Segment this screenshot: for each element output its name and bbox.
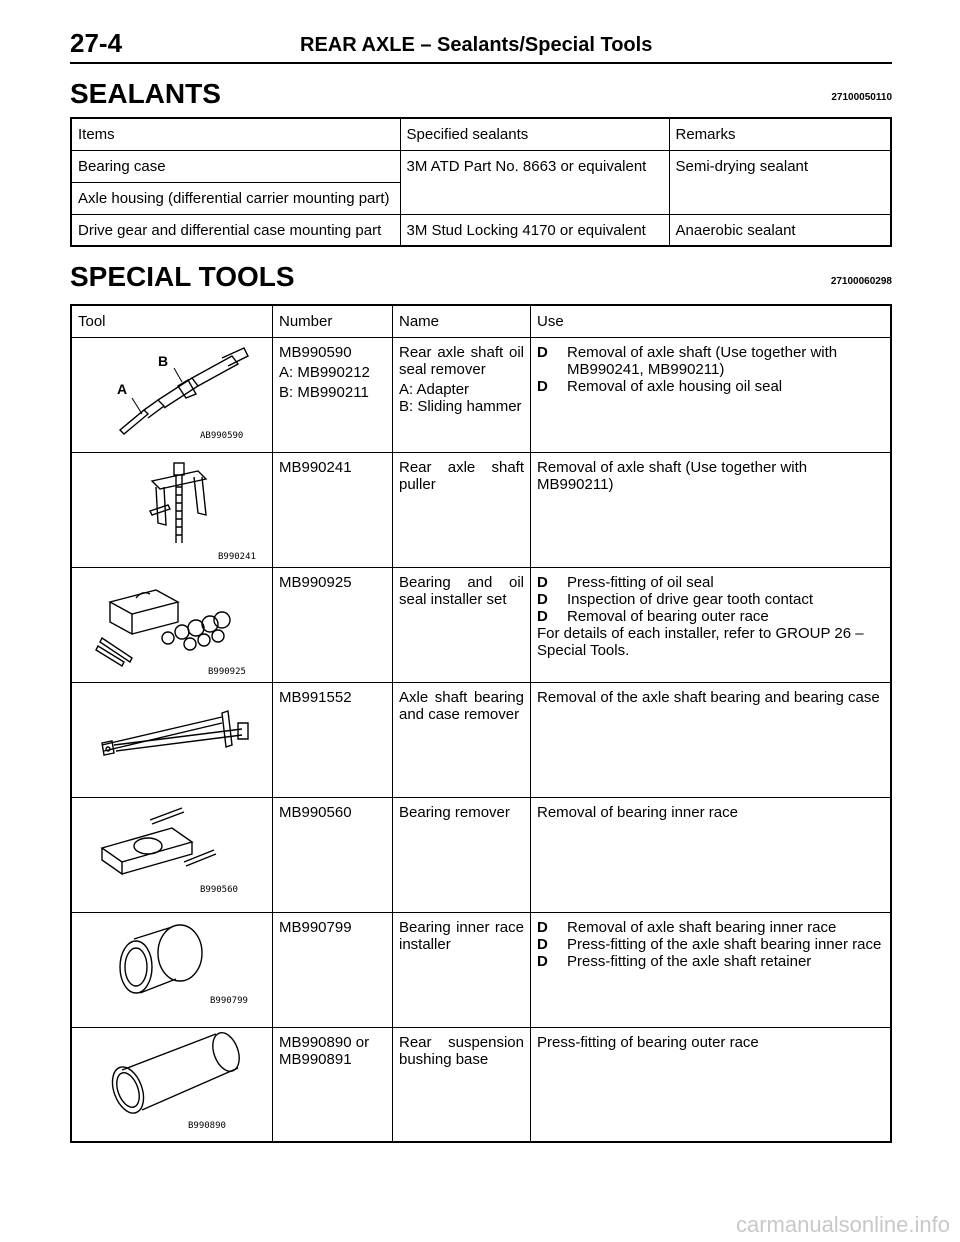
installer-set-illustration — [72, 568, 272, 680]
name-line: Rear axle shaft puller — [399, 458, 524, 493]
table-row — [71, 337, 891, 452]
col-items: Items — [71, 118, 400, 150]
bullet-icon: D — [537, 935, 548, 953]
running-title: REAR AXLE – Sealants/Special Tools — [300, 34, 653, 56]
list-item — [537, 344, 884, 378]
use-text: Removal of axle shaft (Use together with MB990211) — [537, 458, 808, 493]
page-number: 27-4 — [70, 28, 123, 58]
table-row — [71, 150, 891, 182]
cell-remarks: Anaerobic sealant — [669, 214, 891, 246]
cell-sealant: 3M Stud Locking 4170 or equivalent — [400, 214, 669, 246]
use-text: Press-fitting of the axle shaft retainer — [567, 952, 812, 970]
cell-use — [531, 337, 892, 452]
name-line: Bearing remover — [399, 803, 510, 821]
cell-use — [531, 1027, 892, 1142]
use-bullet-list — [537, 919, 884, 970]
bullet-icon: D — [537, 573, 548, 591]
tool-figure-cell — [71, 337, 273, 452]
col-tool: Tool — [71, 305, 273, 337]
tool-figure-cell — [71, 567, 273, 682]
bearing-remover-illustration — [72, 798, 272, 910]
page-header — [70, 28, 892, 64]
bushing-base-illustration — [72, 1028, 272, 1140]
number-line: MB990925 — [279, 573, 352, 591]
cell-remarks: Semi-drying sealant — [669, 150, 891, 214]
cell-name — [393, 567, 531, 682]
cell-item: Drive gear and differential case mounting part — [71, 214, 400, 246]
col-specified-sealants: Specified sealants — [400, 118, 669, 150]
cell-name — [393, 682, 531, 797]
bullet-icon: D — [537, 590, 548, 608]
name-line: Rear axle shaft oil seal remover — [399, 343, 524, 378]
sealants-table — [70, 117, 892, 247]
cell-name — [393, 452, 531, 567]
bullet-icon: D — [537, 607, 548, 625]
sealants-title: SEALANTS — [70, 78, 221, 109]
cell-number — [273, 1027, 393, 1142]
cell-item: Bearing case — [71, 150, 400, 182]
cell-use — [531, 797, 892, 912]
use-note: For details of each installer, refer to GROUP 26 – Special Tools. — [537, 624, 864, 659]
use-text: Press-fitting of oil seal — [567, 573, 714, 591]
tool-figure-cell — [71, 1027, 273, 1142]
use-text: Press-fitting of the axle shaft bearing inner race — [567, 935, 882, 953]
tool-figure-cell — [71, 912, 273, 1027]
sealants-code: 27100050110 — [831, 92, 892, 103]
bullet-icon: D — [537, 343, 548, 361]
table-row — [71, 912, 891, 1027]
name-line: Bearing inner race installer — [399, 918, 524, 953]
special-tools-code: 27100060298 — [830, 276, 892, 287]
inner-race-installer-illustration — [72, 913, 272, 1025]
cell-name — [393, 912, 531, 1027]
cell-number — [273, 567, 393, 682]
special-tools-table — [70, 304, 892, 1143]
list-item — [537, 574, 884, 591]
figure-label: B990890 — [188, 1120, 226, 1131]
cell-name — [393, 1027, 531, 1142]
use-text: Removal of axle shaft (Use together with MB990241, MB990211) — [567, 343, 838, 378]
figure-label: B990241 — [218, 551, 256, 562]
sliding-hammer-illustration — [72, 338, 272, 450]
list-item — [537, 919, 884, 936]
number-line: A: MB990212 — [279, 363, 370, 381]
table-row — [71, 214, 891, 246]
bearing-case-remover-illustration — [72, 683, 272, 795]
name-line: Bearing and oil seal installer set — [399, 573, 524, 608]
figure-label: B990560 — [200, 884, 238, 895]
number-line: MB990241 — [279, 458, 352, 476]
table-row — [71, 1027, 891, 1142]
bullet-icon: D — [537, 918, 548, 936]
number-line: MB990560 — [279, 803, 352, 821]
callout-b: B — [158, 352, 169, 369]
number-line: B: MB990211 — [279, 383, 369, 401]
use-text: Removal of axle housing oil seal — [567, 377, 783, 395]
table-row — [71, 452, 891, 567]
col-remarks: Remarks — [669, 118, 891, 150]
number-line: MB990799 — [279, 918, 352, 936]
tool-figure-cell — [71, 452, 273, 567]
use-text: Removal of axle shaft bearing inner race — [567, 918, 837, 936]
list-item — [537, 953, 884, 970]
tool-figure-cell — [71, 682, 273, 797]
cell-name — [393, 337, 531, 452]
name-line: Axle shaft bearing and case remover — [399, 688, 524, 723]
bullet-icon: D — [537, 377, 548, 395]
cell-number — [273, 912, 393, 1027]
watermark: carmanualsonline.info — [735, 1212, 950, 1237]
name-line: A: Adapter — [399, 380, 470, 398]
list-item — [537, 608, 884, 625]
figure-label: AB990590 — [200, 430, 244, 441]
cell-sealant: 3M ATD Part No. 8663 or equivalent — [400, 150, 669, 214]
number-line: MB990891 — [279, 1050, 352, 1068]
name-line: Rear suspension bushing base — [399, 1033, 524, 1068]
table-header-row — [71, 305, 891, 337]
number-line: MB990890 or — [279, 1033, 370, 1051]
use-bullet-list — [537, 574, 884, 625]
special-tools-title: SPECIAL TOOLS — [70, 261, 295, 292]
table-row — [71, 797, 891, 912]
col-use: Use — [531, 305, 892, 337]
list-item — [537, 936, 884, 953]
list-item — [537, 591, 884, 608]
cell-number — [273, 797, 393, 912]
bullet-icon: D — [537, 952, 548, 970]
use-text: Inspection of drive gear tooth contact — [567, 590, 813, 608]
number-line: MB990590 — [279, 343, 352, 361]
cell-number — [273, 682, 393, 797]
use-text: Press-fitting of bearing outer race — [537, 1033, 759, 1051]
name-line: B: Sliding hammer — [399, 397, 522, 415]
table-header-row — [71, 118, 891, 150]
figure-label: B990925 — [208, 666, 246, 677]
cell-use — [531, 567, 892, 682]
cell-number — [273, 337, 393, 452]
cell-use — [531, 682, 892, 797]
cell-name — [393, 797, 531, 912]
use-text: Removal of the axle shaft bearing and bearing case — [537, 688, 880, 706]
col-name: Name — [393, 305, 531, 337]
cell-use — [531, 452, 892, 567]
cell-use — [531, 912, 892, 1027]
tool-figure-cell — [71, 797, 273, 912]
list-item — [537, 378, 884, 395]
use-text: Removal of bearing outer race — [567, 607, 769, 625]
table-row — [71, 682, 891, 797]
col-number: Number — [273, 305, 393, 337]
use-bullet-list — [537, 344, 884, 395]
table-row — [71, 567, 891, 682]
use-text: Removal of bearing inner race — [537, 803, 738, 821]
axle-shaft-puller-illustration — [72, 453, 272, 565]
callout-a: A — [117, 380, 128, 397]
cell-item: Axle housing (differential carrier mounting part) — [71, 182, 400, 214]
number-line: MB991552 — [279, 688, 352, 706]
cell-number — [273, 452, 393, 567]
figure-label: B990799 — [210, 995, 248, 1006]
